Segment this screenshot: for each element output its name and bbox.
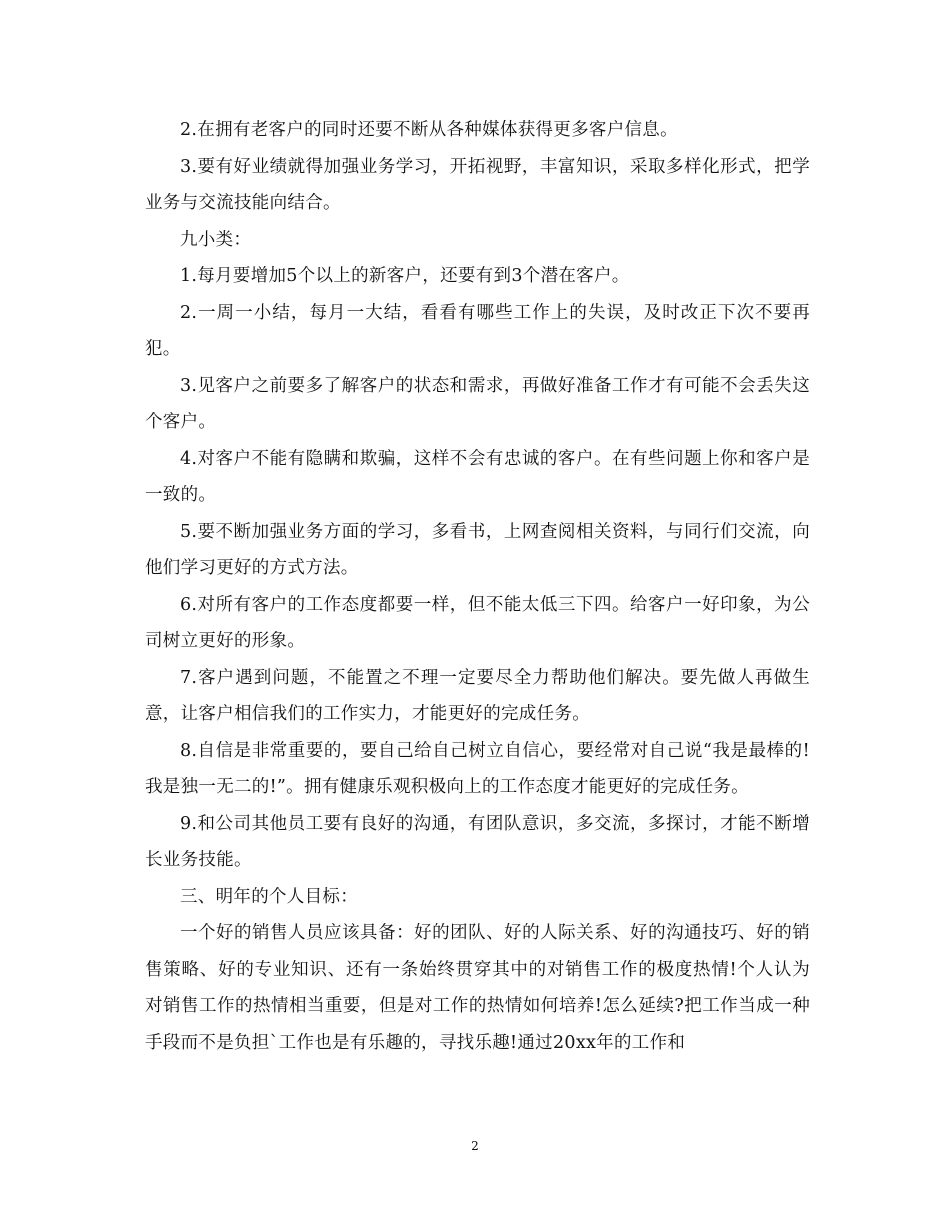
paragraph: 9.和公司其他员工要有良好的沟通，有团队意识，多交流，多探讨，才能不断增长业务技能。 (145, 813, 810, 870)
section-heading: 九小类： (180, 229, 252, 250)
section-heading: 三、明年的个人目标： (180, 886, 358, 907)
paragraph: 一个好的销售人员应该具备：好的团队、好的人际关系、好的沟通技巧、好的销售策略、好的专业知识、还有一条始终贯穿其中的对销售工作的极度热情!个人认为对销售工作的热情相当重要，但是对工作的热情如何培养!怎么延续?把工作当成一种手段而不是负担`工作也是有乐趣的，寻找乐趣!通过20xx年的工作和 (145, 923, 810, 1053)
paragraph: 7.客户遇到问题，不能置之不理一定要尽全力帮助他们解决。要先做人再做生意，让客户相信我们的工作实力，才能更好的完成任务。 (145, 667, 810, 724)
paragraph: 3.见客户之前要多了解客户的状态和需求，再做好准备工作才有可能不会丢失这个客户。 (145, 375, 810, 432)
paragraph: 5.要不断加强业务方面的学习，多看书，上网查阅相关资料，与同行们交流，向他们学习更好的方式方法。 (145, 521, 810, 578)
paragraph: 4.对客户不能有隐瞒和欺骗，这样不会有忠诚的客户。在有些问题上你和客户是一致的。 (145, 448, 810, 505)
page-number: 2 (471, 1139, 479, 1153)
paragraph: 8.自信是非常重要的，要自己给自己树立自信心，要经常对自己说“我是最棒的!我是独一无二的!”。拥有健康乐观积极向上的工作态度才能更好的完成任务。 (145, 740, 810, 797)
document-body (145, 112, 810, 1061)
paragraph: 3.要有好业绩就得加强业务学习，开拓视野，丰富知识，采取多样化形式，把学业务与交流技能向结合。 (145, 156, 810, 213)
paragraph: 6.对所有客户的工作态度都要一样，但不能太低三下四。给客户一好印象，为公司树立更好的形象。 (145, 594, 810, 651)
paragraph: 1.每月要增加5个以上的新客户，还要有到3个潜在客户。 (180, 266, 630, 286)
paragraph: 2.一周一小结，每月一大结，看看有哪些工作上的失误，及时改正下次不要再犯。 (145, 302, 810, 359)
paragraph: 2.在拥有老客户的同时还要不断从各种媒体获得更多客户信息。 (180, 120, 678, 140)
